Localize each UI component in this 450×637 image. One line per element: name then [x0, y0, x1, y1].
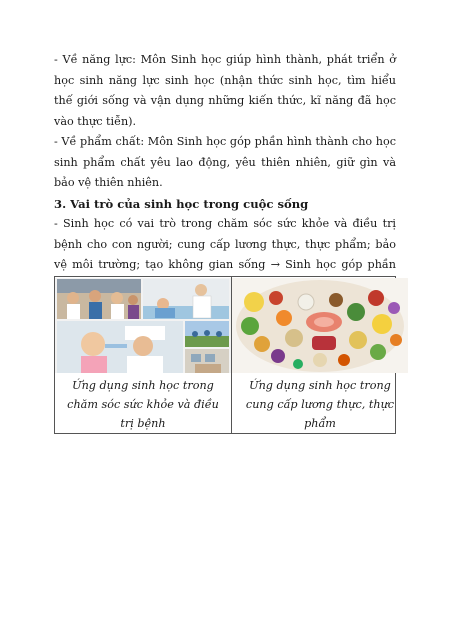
document-body [54, 50, 396, 296]
figure-food [231, 277, 408, 433]
paragraph-quality: - Về phẩm chất: Môn Sinh học góp phần hình thành cho học sinh phẩm chất yêu lao động, yêu thiên nhiên, giữ gìn và bảo vệ thiên nhiên. [54, 135, 396, 189]
healthcare-collage-image [55, 278, 231, 373]
paragraph-ability: - Về năng lực: Môn Sinh học giúp hình thành, phát triển ở học sinh năng lực sinh học (nhận thức sinh học, tìm hiểu thế giới sống và vận dụng những kiến thức, kĩ năng đã học vào thực tiễn). [54, 53, 396, 128]
caption-health: Ứng dụng sinh học trong chăm sóc sức khỏe và điều trị bệnh [67, 379, 219, 430]
caption-food: Ứng dụng sinh học trong cung cấp lương thực, thực phẩm [245, 379, 395, 430]
food-spread-image [232, 278, 408, 373]
figure-health [55, 277, 231, 433]
section-heading: 3. Vai trò của sinh học trong cuộc sống [54, 196, 309, 211]
paragraph-role: - Sinh học có vai trò trong chăm sóc sức khỏe và điều trị bệnh cho con người; cung cấp lương thực, thực phẩm; bảo vệ môi trường; tạo không gian sống → Sinh học góp phần [54, 217, 396, 271]
figure-table [54, 276, 396, 434]
